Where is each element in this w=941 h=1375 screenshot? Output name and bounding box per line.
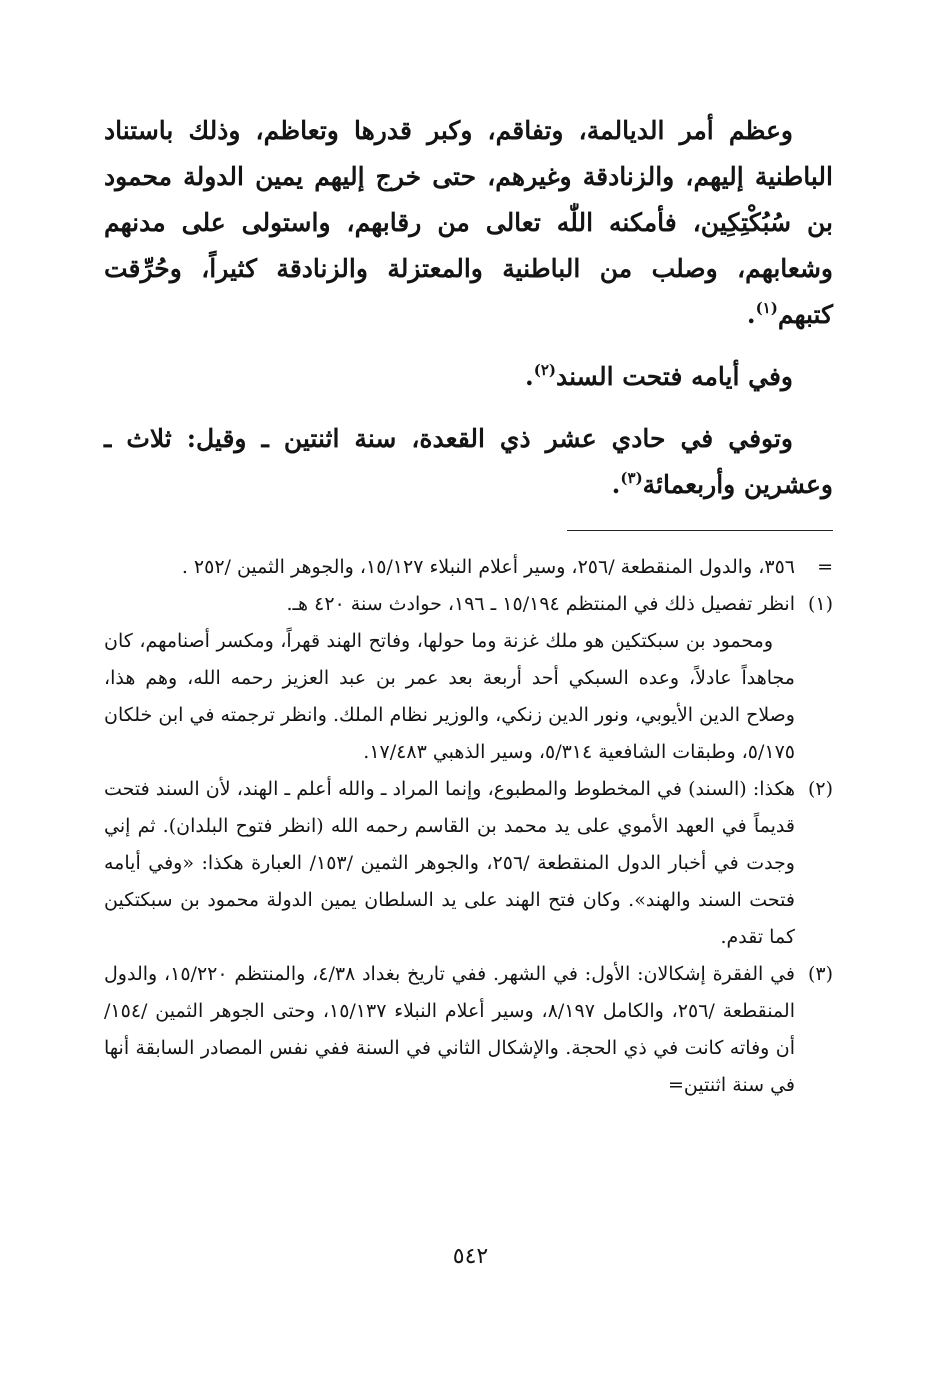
footnote-ref-1[interactable]: (١): [755, 299, 778, 317]
footnote-continuation: [104, 549, 833, 586]
paragraph-2: [104, 354, 833, 400]
footnote-separator: [567, 530, 833, 531]
paragraph-1-text: وعظم أمر الديالمة، وتفاقم، وكبر قدرها وتعاظم، وذلك باستناد الباطنية إليهم، والزنادقة وغيرهم، حتى خرج إليهم يمين الدولة محمود بن سُبُكْتِكِين، فأمكنه اللّٰه تعالى من رقابهم، واستولى على مدنهم وشعابهم، وصلب من الباطنية والمعتزلة والزنادقة كثيراً، وحُرِّقت كتبهم: [104, 116, 833, 329]
footnote-3-body: في الفقرة إشكالان: الأول: في الشهر. ففي تاريخ بغداد ٤/٣٨، والمنتظم ١٥/٢٢٠، والدول المنقطعة /٢٥٦، والكامل ٨/١٩٧، وسير أعلام النبلاء ١٥/١٣٧، وحتى الجوهر الثمين /١٥٤/ أن وفاته كانت في ذي الحجة. والإشكال الثاني في السنة ففي نفس المصادر السابقة أنها في سنة اثنتين=: [104, 963, 796, 1096]
paragraph-1: [104, 108, 833, 338]
footnote-ref-2[interactable]: (٢): [533, 361, 556, 379]
footnote-1-line-1: انظر تفصيل ذلك في المنتظم ١٥/١٩٤ ـ ١٩٦، حوادث سنة ٤٢٠ هـ.: [286, 593, 795, 615]
page-number: ٥٤٢: [452, 1244, 489, 1269]
footnotes: [104, 549, 833, 1104]
paragraph-3-text: وتوفي في حادي عشر ذي القعدة، سنة اثنتين ـ وقيل: ثلاث ـ وعشرين وأربعمائة: [104, 424, 833, 499]
footnote-1-paragraph-2: ومحمود بن سبكتكين هو ملك غزنة وما حولها، وفاتح الهند قهراً، ومكسر أصنامهم، كان مجاهداً عادلاً، وعده السبكي أحد أربعة بعد عمر بن عبد العزيز رحمه الله، وهم هذا، وصلاح الدين الأيوبي، ونور الدين زنكي، والوزير نظام الملك. وانظر ترجمته في ابن خلكان ٥/١٧٥، وطبقات الشافعية ٥/٣١٤، وسير الذهبي ١٧/٤٨٣.: [104, 630, 795, 763]
footnote-2-body: هكذا: (السند) في المخطوط والمطبوع، وإنما المراد ـ والله أعلم ـ الهند، لأن السند فتحت قديماً في العهد الأموي على يد محمد بن القاسم رحمه الله (انظر فتوح البلدان). ثم إني وجدت في أخبار الدول المنقطعة /٢٥٦، والجوهر الثمين /١٥٣/ العبارة هكذا: «وفي أيامه فتحت السند والهند». وكان فتح الهند على يد السلطان يمين الدولة محمود بن سبكتكين كما تقدم.: [104, 778, 795, 948]
footnote-3: [104, 956, 833, 1104]
paragraph-3: [104, 416, 833, 508]
footnote-3-number: (٣): [807, 963, 833, 985]
footnote-1-number: (١): [807, 593, 833, 615]
book-page: [104, 108, 833, 1375]
paragraph-2-text: وفي أيامه فتحت السند: [556, 362, 793, 391]
paragraph-2-end: .: [525, 362, 534, 391]
continuation-text: ٣٥٦، والدول المنقطعة /٢٥٦، وسير أعلام النبلاء ١٥/١٢٧، والجوهر الثمين /٢٥٢ .: [181, 556, 795, 578]
paragraph-1-end: .: [746, 300, 756, 329]
footnote-ref-3[interactable]: (٣): [620, 469, 643, 487]
main-text: [104, 108, 833, 508]
footnote-1-body: [104, 586, 795, 771]
continuation-marker: =: [817, 556, 833, 578]
footnote-2-number: (٢): [807, 778, 833, 800]
footnote-1: [104, 586, 833, 771]
footnote-2: [104, 771, 833, 956]
paragraph-3-end: .: [611, 470, 621, 499]
